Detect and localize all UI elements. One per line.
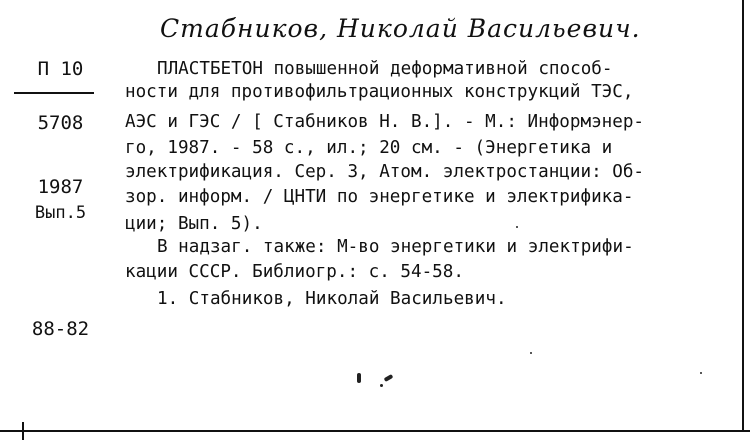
body-line-6: зор. информ. / ЦНТИ по энергетике и электрифика- <box>125 187 634 207</box>
ink-speck <box>700 372 702 374</box>
body-line-10: 1. Стабников, Николай Васильевич. <box>157 289 507 309</box>
body-line-8: В надзаг. также: М-во энергетики и электрифи- <box>157 237 634 257</box>
body-line-7: ции; Вып. 5). <box>125 214 263 234</box>
card-bottom-edge <box>0 430 750 432</box>
card-bottom-tick <box>22 422 24 440</box>
shelf-mark-issue: Вып.5 <box>34 203 87 223</box>
shelf-mark-accession: 88-82 <box>31 318 90 340</box>
card-right-edge <box>742 0 744 432</box>
body-line-5: электрификация. Сер. 3, Атом. электростанции: Об- <box>125 162 645 182</box>
ink-speck <box>384 374 394 382</box>
ink-speck <box>530 352 532 354</box>
shelf-mark-divider <box>14 92 94 94</box>
body-line-2: ности для противофильтрационных конструкций ТЭС, <box>125 82 634 102</box>
body-line-3: АЭС и ГЭС / [ Стабников Н. В.]. - М.: Информэнер- <box>125 112 645 132</box>
body-line-4: го, 1987. - 58 с., ил.; 20 см. - (Энергетика и <box>125 138 613 158</box>
ink-speck <box>380 384 383 387</box>
body-line-9: кации СССР. Библиогр.: с. 54-58. <box>125 262 464 282</box>
body-line-1: ПЛАСТБЕТОН повышенной деформативной способ- <box>157 59 613 79</box>
card-heading-author: Стабников, Николай Васильевич. <box>160 14 641 43</box>
ink-speck <box>357 373 361 383</box>
shelf-mark-class: П 10 <box>37 58 84 80</box>
shelf-mark-number: 5708 <box>37 112 84 134</box>
ink-speck <box>516 226 518 228</box>
shelf-mark-year: 1987 <box>37 176 84 198</box>
